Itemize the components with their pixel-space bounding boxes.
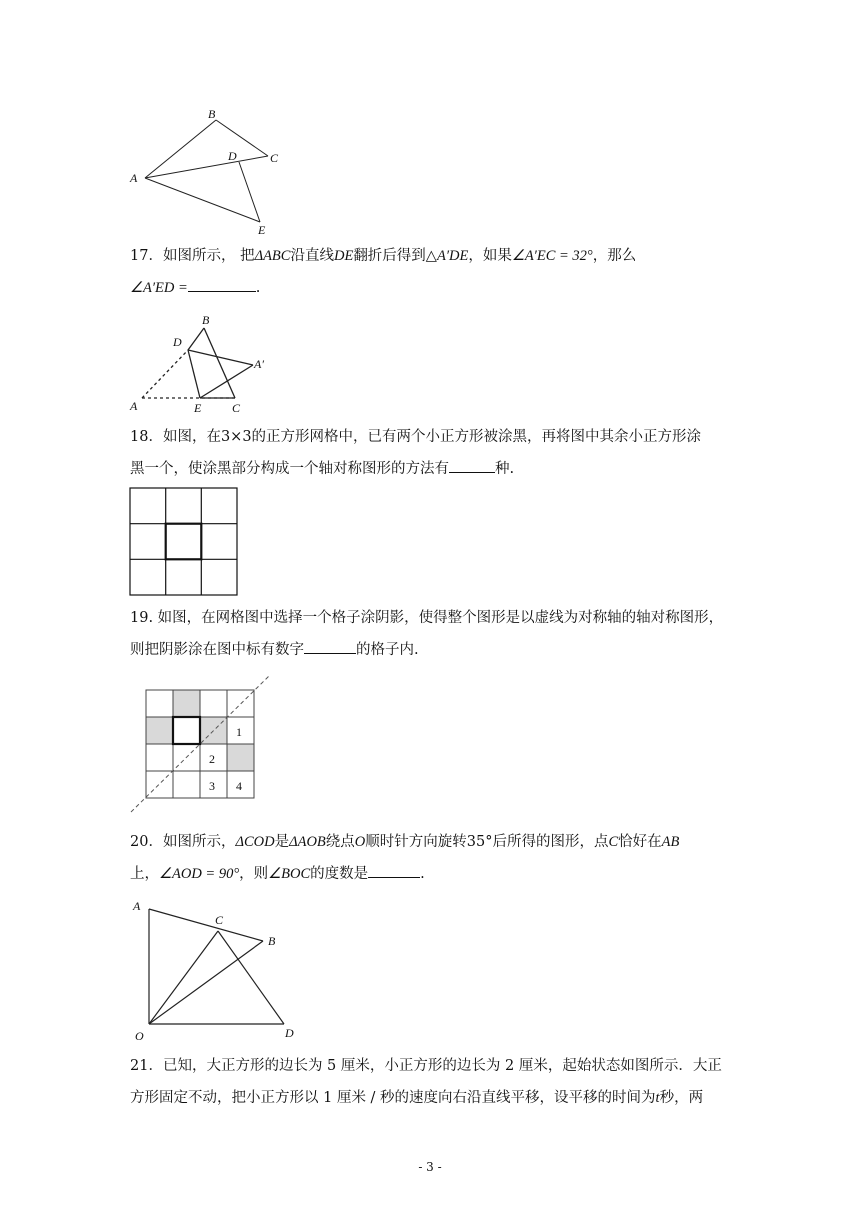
label-b: B <box>268 934 276 948</box>
figure-q19-grid <box>125 672 275 822</box>
q21-line2: 方形固定不动，把小正方形以 1 厘米 / 秒的速度向右沿直线平移，设平移的时间为t秒，两 <box>130 1090 704 1106</box>
label-c: C <box>215 913 224 927</box>
answer-blank-18[interactable] <box>449 456 495 473</box>
label-a: A <box>130 171 138 185</box>
label-d: D <box>173 335 182 349</box>
q20-line2: 上，∠AOD = 90°，则∠BOC的度数是 . <box>130 858 730 890</box>
label-b: B <box>208 107 216 121</box>
cell-label-4: 4 <box>236 779 242 793</box>
cell-label-1: 1 <box>236 725 242 739</box>
q20-line1: 20．如图所示，ΔCOD是ΔAOB绕点O顺时针方向旋转35°后所得的图形，点C恰好在AB <box>130 834 680 850</box>
question-18 <box>130 421 730 485</box>
label-c: C <box>270 151 279 165</box>
question-19 <box>130 602 730 666</box>
label-e: E <box>194 401 202 415</box>
question-21 <box>130 1050 730 1114</box>
cell-label-2: 2 <box>209 752 215 766</box>
q17-line1: 17．如图所示， 把ΔABC沿直线DE翻折后得到△A′DE，如果∠A′EC = 32°，那么 <box>130 248 637 264</box>
q19-line2: 则把阴影涂在图中标有数字 的格子内. <box>130 634 730 666</box>
label-c: C <box>232 401 241 415</box>
question-17 <box>130 240 730 304</box>
answer-blank-19[interactable] <box>304 637 356 654</box>
label-o: O <box>135 1029 144 1043</box>
figure-q18-grid <box>128 486 240 598</box>
label-a: A <box>133 899 141 913</box>
q18-line1: 18．如图，在3×3的正方形网格中，已有两个小正方形被涂黑，再将图中其余小正方形涂 <box>130 429 702 445</box>
page-number: - 3 - <box>418 1160 442 1174</box>
label-d: D <box>228 149 237 163</box>
question-20 <box>130 826 730 890</box>
figure-q17 <box>120 308 280 418</box>
label-a: A <box>130 399 138 413</box>
q18-line2: 黑一个，使涂黑部分构成一个轴对称图形的方法有 种. <box>130 453 730 485</box>
label-e: E <box>258 223 266 237</box>
label-a-prime: A′ <box>254 357 264 371</box>
figure-q16 <box>120 104 290 239</box>
figure-q20 <box>125 896 310 1046</box>
answer-blank-17[interactable] <box>188 275 256 292</box>
cell-label-3: 3 <box>209 779 215 793</box>
label-d: D <box>285 1026 294 1040</box>
label-b: B <box>202 313 210 327</box>
q17-line2: ∠A′ED = . <box>130 272 730 304</box>
answer-blank-20[interactable] <box>368 861 420 878</box>
q19-line1: 19. 如图，在网格图中选择一个格子涂阴影，使得整个图形是以虚线为对称轴的轴对称图形， <box>130 610 724 626</box>
q21-line1: 21．已知，大正方形的边长为 5 厘米，小正方形的边长为 2 厘米，起始状态如图所示．大正 <box>130 1058 722 1074</box>
